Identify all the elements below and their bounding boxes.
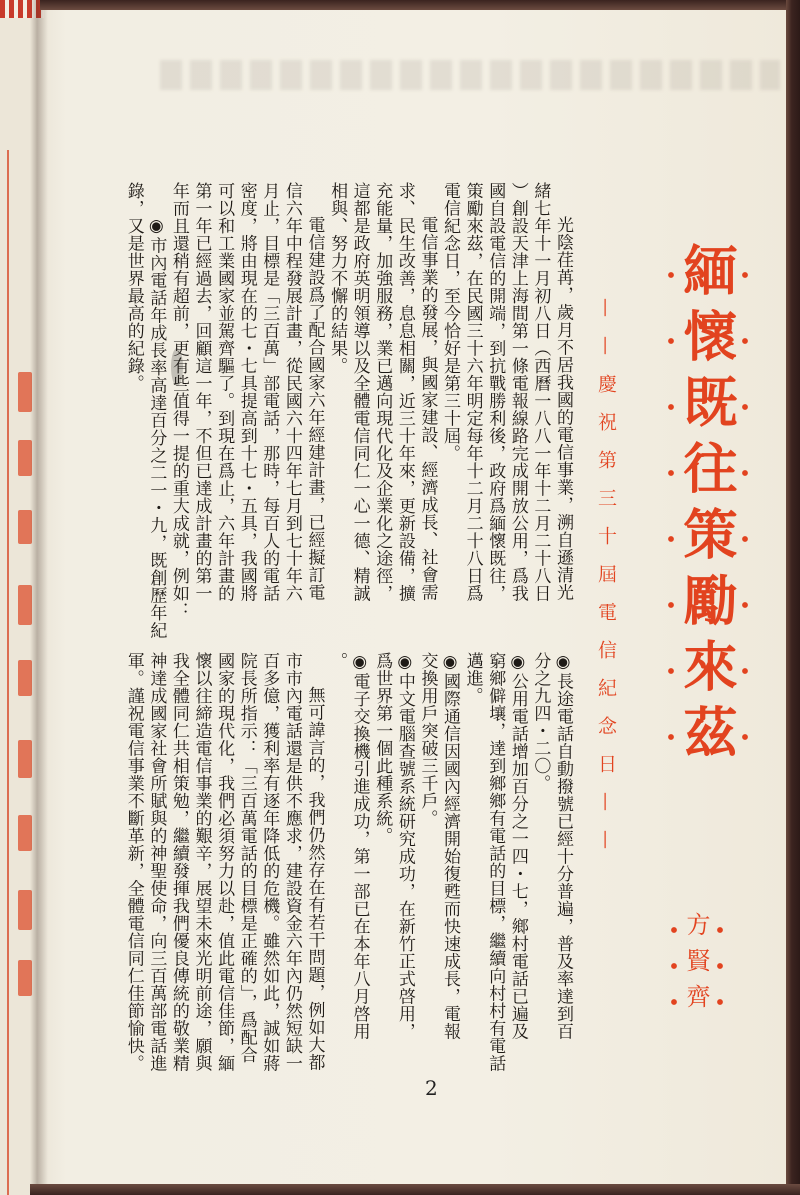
body-text-lower	[122, 652, 574, 1082]
bullet-item: ◉電子交換機引進成功，第一部已在本年八月啓用	[349, 652, 370, 1040]
text-column: 第一年已經過去，回顧這一年，不但已達成計畫的第一	[191, 182, 212, 602]
text-column: 交換用戶突破三千戶。	[417, 652, 438, 827]
text-column: 緒七年十一月初八日（西曆一八八一年十二月二十八日	[530, 182, 551, 602]
bullet-item: ◉公用電話增加百分之一四・七，鄉村電話已遍及	[507, 652, 528, 1040]
text-column: 信六年中程發展計畫，從民國六十四年七月到七十年六	[281, 182, 302, 602]
text-column: 國自設電信的開端，到抗戰勝利後，政府爲緬懷既往，	[485, 182, 506, 602]
bullet-item: ◉國際通信因國內經濟開始復甦而快速成長，電報	[440, 652, 461, 1040]
text-column: 相與、努力不懈的結果。	[327, 182, 348, 375]
text-column: 分之九四・二〇。	[530, 652, 551, 792]
adjacent-page-red-rule	[7, 150, 9, 1195]
text-column: 可以和工業國家並駕齊驅了。到現在爲止，六年計畫的	[214, 182, 235, 602]
text-column: 密度，將由現在的七・七具提高到十七・五具，我國將	[236, 182, 257, 602]
text-column: 神達成國家社會所賦與的神聖使命，向三百萬部電話進	[146, 652, 167, 1072]
text-column: 求、民生改善，息息相關，近三十年來，更新設備，擴	[394, 182, 415, 602]
text-column: 窮鄉僻壤，達到鄉鄉有電話的目標，繼續向村村有電話	[485, 652, 506, 1072]
bleed-through-shadow	[160, 60, 780, 90]
text-column: 電信紀念日，至今恰好是第三十屆。	[440, 182, 461, 462]
title-line-2: 策勵來茲	[675, 506, 739, 770]
page-number: 2	[425, 1076, 438, 1100]
author-name: 方賢齊	[682, 912, 710, 1020]
text-column: 爲世界第一個此種系統。	[372, 652, 393, 845]
book-cover-edge-top	[40, 0, 800, 10]
title-dots-right	[741, 242, 749, 770]
text-column: 月止，目標是「三百萬」部電話，那時，每百人的電話	[259, 182, 280, 602]
text-column: 電信建設爲了配合國家六年經建計畫，已經擬訂電	[304, 216, 325, 601]
text-column: 錄，又是世界最高的紀錄。	[123, 182, 144, 392]
book-cover-edge-bottom	[30, 1184, 800, 1195]
body-text-upper	[122, 182, 574, 639]
text-column: 市市內電話還是供不應求，建設資金六年內仍然短缺一	[281, 652, 302, 1072]
text-column: 年而且還稍有超前，更有些值得一提的重大成就，例如：	[168, 182, 189, 620]
title-dots-left	[667, 242, 675, 770]
text-column: 院長所指示：「三百萬電話的目標是正確的」，爲配合	[236, 652, 257, 1064]
author-dots-left	[670, 912, 678, 1020]
text-column: 這都是政府英明領導以及全體電信同仁一心一德、精誠	[349, 182, 370, 602]
gutter-shadow	[30, 0, 48, 1195]
text-column: 充能量，加強服務，業已邁向現代化及企業化之途徑，	[372, 182, 393, 602]
text-column: 軍。謹祝電信事業不斷革新，全體電信同仁佳節愉快。	[123, 652, 144, 1072]
text-column: 電信事業的發展，與國家建設、經濟成長、社會需	[417, 216, 438, 601]
bullet-item: ◉長途電話自動撥號已經十分普遍，普及率達到百	[553, 652, 573, 1040]
text-column: ）創設天津上海間第一條電報線路完成開放公用，爲我	[507, 182, 528, 602]
text-column: 國家的現代化，我們必須努力以赴，值此電信佳節，緬	[214, 652, 235, 1072]
text-column: 我全體同仁共相策勉，繼續發揮我們優良傳統的敬業精	[168, 652, 189, 1072]
text-column: 。	[327, 652, 348, 670]
text-column: 百多億，獲利率有逐年降低的危機。雖然如此，誠如蔣	[259, 652, 280, 1072]
text-column: 策勵來茲，在民國三十六年明定每年十二月二十八日爲	[462, 182, 483, 602]
text-column: 懷以往締造電信事業的艱辛，展望未來光明前途，願與	[191, 652, 212, 1072]
text-column: 無可諱言的，我們仍然存在有若干問題，例如大都	[304, 686, 325, 1071]
article-subtitle: ——慶祝第三十屆電信紀念日——	[595, 298, 617, 868]
book-cover-edge-right	[786, 0, 800, 1195]
author-dots-right	[716, 912, 724, 1020]
bullet-item: ◉中文電腦查號系統研究成功，在新竹正式啓用，	[394, 652, 415, 1040]
article-title	[677, 242, 737, 772]
title-line-1: 緬懷既往	[675, 242, 739, 506]
text-column: 邁進。	[462, 652, 483, 705]
text-column: 光陰荏苒，歲月不居我國的電信事業，溯自遜清光	[553, 216, 573, 601]
bullet-item: ◉市內電話年成長率高達百分之二一・九，既創歷年紀	[146, 216, 167, 639]
